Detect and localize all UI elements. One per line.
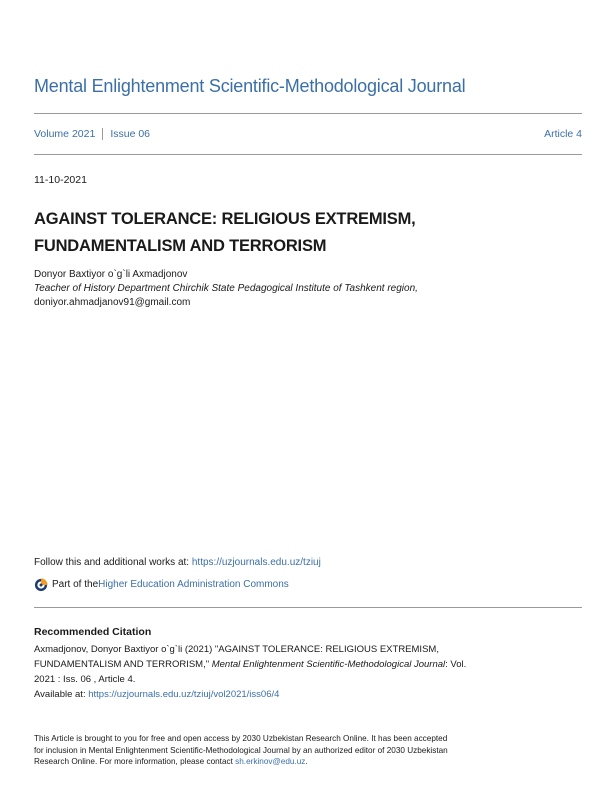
meta-divider [34,154,582,155]
article-number: Article 4 [544,128,582,140]
notice-line: for inclusion in Mental Enlightenment Scientific-Methodological Journal by an authorized editor of 2030 Uzbekistan [34,745,448,755]
article-url-link[interactable]: https://uzjournals.edu.uz/tziuj/vol2021/iss06/4 [88,689,280,700]
article-title [34,206,574,260]
contact-email-link[interactable]: sh.erkinov@edu.uz [235,757,306,766]
author-block [34,268,418,310]
citation-line: FUNDAMENTALISM AND TERRORISM," Mental Enlightenment Scientific-Methodological Journal: Vol. [34,659,467,670]
author-email: doniyor.ahmadjanov91@gmail.com [34,297,191,308]
follow-line [34,557,321,568]
citation-divider [34,607,582,608]
network-icon [34,577,49,592]
header-divider [34,113,582,114]
citation-journal: Mental Enlightenment Scientific-Methodological Journal [211,659,446,670]
issue-metadata [34,128,582,140]
citation-line: 2021 : Iss. 06 , Article 4. [34,674,136,685]
article-title-line: AGAINST TOLERANCE: RELIGIOUS EXTREMISM, [34,210,416,228]
volume-link[interactable]: Volume 2021 [34,128,96,140]
publication-date: 11-10-2021 [34,174,87,186]
commons-prefix: Part of the [52,579,99,590]
commons-link[interactable]: Higher Education Administration Commons [98,579,289,590]
citation-body [34,642,579,702]
author-affiliation: Teacher of History Department Chirchik State Pedagogical Institute of Tashkent region, [34,283,418,294]
notice-line: Research Online. For more information, please contact sh.erkinov@edu.uz. [34,757,308,766]
follow-text: Follow this and additional works at: [34,557,192,568]
citation-heading: Recommended Citation [34,626,152,638]
access-notice [34,733,579,768]
journal-title[interactable]: Mental Enlightenment Scientific-Methodological Journal [34,76,466,96]
citation-line: Axmadjonov, Donyor Baxtiyor o`g`li (2021) "AGAINST TOLERANCE: RELIGIOUS EXTREMISM, [34,644,439,655]
commons-line [34,577,289,592]
meta-separator [102,128,103,140]
repository-link[interactable]: https://uzjournals.edu.uz/tziuj [191,557,321,568]
article-title-line: FUNDAMENTALISM AND TERRORISM [34,237,327,255]
issue-link[interactable]: Issue 06 [110,128,151,140]
author-name: Donyor Baxtiyor o`g`li Axmadjonov [34,269,188,280]
notice-line: This Article is brought to you for free and open access by 2030 Uzbekistan Research Online. It has been accepted [34,734,448,743]
citation-available: Available at: https://uzjournals.edu.uz/tziuj/vol2021/iss06/4 [34,689,280,700]
